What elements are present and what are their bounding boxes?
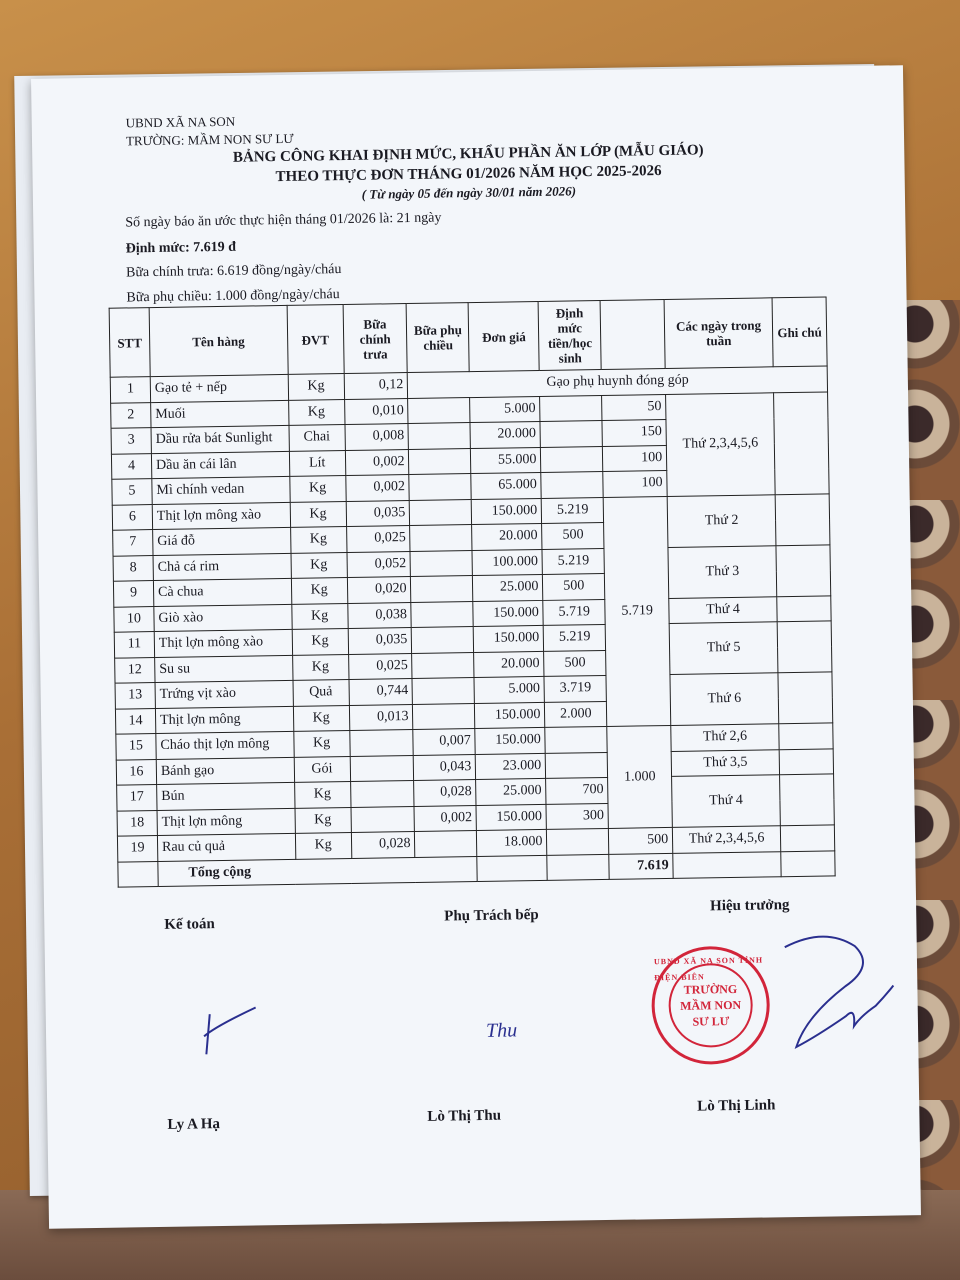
cell-price: 20.000 bbox=[474, 651, 544, 678]
cell-empty bbox=[477, 855, 547, 882]
cell-price: 18.000 bbox=[477, 829, 547, 856]
cell-name: Rau củ quả bbox=[157, 833, 295, 861]
cell-norm: 500 bbox=[544, 650, 606, 676]
cell-days-merged: Thứ 4 bbox=[672, 775, 781, 828]
kitchen-signature: Thu bbox=[485, 1019, 518, 1042]
cell-norm bbox=[540, 420, 602, 446]
cell-snack bbox=[412, 627, 474, 653]
cell-note bbox=[779, 723, 833, 749]
cell-price: 150.000 bbox=[475, 727, 545, 754]
cell-name: Bánh gạo bbox=[156, 757, 294, 785]
cell-main: 0,035 bbox=[346, 500, 410, 527]
cell-norm bbox=[541, 471, 603, 497]
cell-unit: Kg bbox=[293, 730, 349, 756]
th-stt: STT bbox=[109, 308, 150, 378]
kitchen-name: Lò Thị Thu bbox=[427, 1107, 502, 1125]
cell-snack bbox=[411, 576, 473, 602]
total-value: 7.619 bbox=[609, 853, 673, 880]
cell-unit: Kg bbox=[291, 603, 347, 629]
cell-col8: 50 bbox=[602, 394, 666, 421]
cell-main bbox=[351, 806, 415, 833]
cell-price: 25.000 bbox=[473, 574, 543, 601]
title-line-3: ( Từ ngày 05 đến ngày 30/01 năm 2026) bbox=[361, 183, 577, 202]
cell-norm bbox=[540, 395, 602, 421]
cell-stt: 7 bbox=[113, 530, 153, 556]
cell-norm: 700 bbox=[546, 777, 608, 803]
cell-price: 23.000 bbox=[476, 753, 546, 780]
menu-table bbox=[109, 296, 836, 887]
cell-stt: 10 bbox=[114, 606, 154, 632]
cell-unit: Kg bbox=[291, 578, 347, 604]
cell-note bbox=[774, 391, 830, 494]
th-note: Ghi chú bbox=[772, 297, 827, 367]
accountant-signature bbox=[176, 1005, 267, 1066]
cell-main: 0,744 bbox=[349, 679, 413, 706]
cell-norm: 5.219 bbox=[541, 497, 603, 523]
cell-main: 0,035 bbox=[348, 628, 412, 655]
cell-name: Dầu ăn cái lân bbox=[151, 451, 289, 479]
cell-main: 0,038 bbox=[347, 602, 411, 629]
cell-note bbox=[777, 621, 832, 673]
document-page bbox=[31, 65, 921, 1229]
cell-unit: Kg bbox=[295, 832, 351, 858]
accountant-name: Ly A Hạ bbox=[167, 1116, 221, 1133]
cell-snack bbox=[412, 678, 474, 704]
cell-main: 0,002 bbox=[345, 475, 409, 502]
cell-col8: 500 bbox=[609, 827, 673, 854]
cell-note bbox=[779, 748, 833, 774]
cell-norm: 500 bbox=[543, 573, 605, 599]
cell-unit: Chai bbox=[289, 425, 345, 451]
cell-norm: 500 bbox=[542, 522, 604, 548]
cell-days: Thứ 2,3,4,5,6 bbox=[673, 826, 781, 853]
cell-name: Su su bbox=[155, 655, 293, 683]
cell-name: Cháo thịt lợn mông bbox=[156, 731, 294, 759]
cell-days-merged: Thứ 2 bbox=[667, 494, 776, 547]
cell-norm: 5.719 bbox=[543, 599, 605, 625]
cell-stt: 9 bbox=[113, 581, 153, 607]
table-header-row bbox=[109, 297, 827, 377]
cell-empty bbox=[547, 854, 609, 880]
cell-unit: Lít bbox=[289, 450, 345, 476]
cell-unit: Kg bbox=[290, 527, 346, 553]
cell-unit: Gói bbox=[294, 756, 350, 782]
th-norm: Định mức tiền/học sinh bbox=[538, 301, 601, 371]
stamp-ring-text: UBND XÃ NA SON TỈNH ĐIỆN BIÊN bbox=[653, 955, 764, 983]
meta-snack: Bữa phụ chiều: 1.000 đồng/ngày/cháu bbox=[126, 287, 340, 306]
cell-days-merged: Thứ 2,3,4,5,6 bbox=[666, 392, 775, 496]
cell-stt: 5 bbox=[112, 479, 152, 505]
cell-main: 0,013 bbox=[349, 704, 413, 731]
cell-unit: Kg bbox=[294, 781, 350, 807]
cell-days-merged: Thứ 6 bbox=[670, 673, 779, 726]
cell-note bbox=[775, 493, 830, 545]
cell-price: 150.000 bbox=[476, 804, 546, 831]
cell-price: 150.000 bbox=[473, 600, 543, 627]
cell-stt: 16 bbox=[116, 759, 156, 785]
cell-days-merged: Thứ 3 bbox=[668, 545, 777, 598]
cell-unit: Kg bbox=[295, 807, 351, 833]
cell-main bbox=[350, 755, 414, 782]
cell-days: Thứ 2,6 bbox=[671, 724, 779, 751]
th-blank bbox=[600, 300, 665, 370]
th-price: Đơn giá bbox=[468, 301, 539, 371]
total-label: Tổng cộng bbox=[158, 856, 478, 887]
cell-name: Thịt lợn mông bbox=[157, 808, 295, 836]
cell-note bbox=[777, 595, 831, 621]
stamp-line-2: MẦM NON bbox=[680, 997, 742, 1013]
cell-price: 20.000 bbox=[472, 523, 542, 550]
cell-norm: 300 bbox=[546, 803, 608, 829]
cell-stt: 2 bbox=[111, 402, 151, 428]
cell-unit: Kg bbox=[290, 501, 346, 527]
principal-title: Hiệu trưởng bbox=[709, 897, 790, 915]
cell-col8-merged: 1.000 bbox=[607, 725, 673, 828]
cell-snack bbox=[408, 397, 470, 423]
cell-main: 0,008 bbox=[345, 424, 409, 451]
cell-snack: 0,028 bbox=[414, 780, 476, 806]
cell-main: 0,025 bbox=[346, 526, 410, 553]
cell-col8: 150 bbox=[602, 419, 666, 446]
header-school: TRƯỜNG: MẦM NON SƯ LƯ bbox=[125, 130, 294, 149]
cell-name: Trứng vịt xào bbox=[155, 680, 293, 708]
cell-note bbox=[776, 544, 831, 596]
principal-name: Lò Thị Linh bbox=[697, 1097, 776, 1115]
cell-snack bbox=[415, 831, 477, 857]
th-name: Tên hàng bbox=[149, 305, 288, 376]
cell-snack bbox=[408, 423, 470, 449]
cell-snack bbox=[410, 550, 472, 576]
cell-unit: Kg bbox=[293, 705, 349, 731]
cell-price: 150.000 bbox=[472, 498, 542, 525]
cell-unit: Kg bbox=[288, 399, 344, 425]
cell-unit: Kg bbox=[291, 552, 347, 578]
cell-price: 55.000 bbox=[471, 447, 541, 474]
cell-empty bbox=[781, 850, 835, 876]
cell-price: 150.000 bbox=[474, 625, 544, 652]
cell-name: Thịt lợn mông xào bbox=[152, 502, 290, 530]
cell-snack bbox=[412, 652, 474, 678]
cell-stt: 3 bbox=[111, 428, 151, 454]
cell-stt: 1 bbox=[110, 377, 150, 403]
title-line-2: THEO THỰC ĐƠN THÁNG 01/2026 NĂM HỌC 2025-2026 bbox=[275, 163, 662, 186]
cell-name: Thịt lợn mông bbox=[155, 706, 293, 734]
cell-norm bbox=[547, 828, 609, 854]
cell-main: 0,025 bbox=[348, 653, 412, 680]
cell-empty bbox=[118, 861, 158, 887]
cell-rice-note: Gạo phụ huynh đóng góp bbox=[408, 366, 828, 398]
cell-main: 0,002 bbox=[345, 449, 409, 476]
cell-main: 0,12 bbox=[344, 373, 408, 400]
cell-norm: 3.719 bbox=[544, 675, 606, 701]
stamp-line-1: TRƯỜNG bbox=[683, 981, 738, 997]
cell-norm: 2.000 bbox=[545, 701, 607, 727]
th-snack: Bữa phụ chiều bbox=[407, 303, 470, 373]
cell-price: 100.000 bbox=[472, 549, 542, 576]
th-unit: ĐVT bbox=[287, 305, 344, 375]
cell-note bbox=[780, 774, 835, 826]
cell-snack bbox=[410, 525, 472, 551]
cell-snack: 0,043 bbox=[414, 754, 476, 780]
cell-name: Giá đỗ bbox=[153, 527, 291, 555]
cell-col8: 100 bbox=[603, 470, 667, 497]
cell-norm bbox=[545, 726, 607, 752]
cell-unit: Kg bbox=[292, 629, 348, 655]
cell-empty bbox=[673, 851, 781, 878]
cell-main: 0,028 bbox=[351, 831, 415, 858]
cell-name: Muối bbox=[151, 400, 289, 428]
header-ubnd: UBND XÃ NA SON bbox=[125, 113, 236, 131]
title-line-1: BẢNG CÔNG KHAI ĐỊNH MỨC, KHẨU PHẦN ĂN LỚP (MẪU GIÁO) bbox=[232, 142, 704, 166]
cell-unit: Kg bbox=[288, 374, 344, 400]
cell-stt: 15 bbox=[116, 734, 156, 760]
cell-price: 5.000 bbox=[470, 396, 540, 423]
cell-stt: 18 bbox=[117, 810, 157, 836]
cell-unit: Kg bbox=[292, 654, 348, 680]
cell-stt: 12 bbox=[115, 657, 155, 683]
cell-main: 0,020 bbox=[347, 577, 411, 604]
cell-days-merged: Thứ 5 bbox=[669, 622, 778, 675]
cell-name: Bún bbox=[157, 782, 295, 810]
meta-days: Số ngày báo ăn ước thực hiện tháng 01/2026 là: 21 ngày bbox=[125, 210, 442, 231]
principal-signature bbox=[734, 925, 896, 1067]
th-main: Bữa chính trưa bbox=[343, 304, 408, 374]
meta-norm: Định mức: 7.619 đ bbox=[125, 239, 237, 257]
cell-snack bbox=[409, 448, 471, 474]
cell-price: 150.000 bbox=[475, 702, 545, 729]
cell-stt: 11 bbox=[114, 632, 154, 658]
cell-name: Cà chua bbox=[153, 578, 291, 606]
cell-stt: 17 bbox=[117, 785, 157, 811]
cell-name: Chả cá rim bbox=[153, 553, 291, 581]
cell-stt: 14 bbox=[115, 708, 155, 734]
cell-norm: 5.219 bbox=[543, 624, 605, 650]
cell-price: 20.000 bbox=[470, 421, 540, 448]
cell-norm bbox=[541, 446, 603, 472]
cell-stt: 4 bbox=[111, 453, 151, 479]
cell-snack bbox=[411, 601, 473, 627]
cell-snack: 0,007 bbox=[413, 729, 475, 755]
cell-name: Giò xào bbox=[154, 604, 292, 632]
cell-days: Thứ 4 bbox=[669, 596, 777, 623]
cell-stt: 6 bbox=[112, 504, 152, 530]
cell-note bbox=[780, 825, 834, 851]
kitchen-title: Phụ Trách bếp bbox=[444, 907, 539, 925]
cell-price: 5.000 bbox=[474, 676, 544, 703]
cell-name: Mì chính vedan bbox=[152, 476, 290, 504]
cell-snack: 0,002 bbox=[414, 805, 476, 831]
cell-price: 65.000 bbox=[471, 472, 541, 499]
cell-name: Gạo tẻ + nếp bbox=[150, 374, 288, 402]
cell-main: 0,010 bbox=[344, 398, 408, 425]
cell-stt: 8 bbox=[113, 555, 153, 581]
meta-main-meal: Bữa chính trưa: 6.619 đồng/ngày/cháu bbox=[125, 262, 342, 281]
cell-days: Thứ 3,5 bbox=[671, 749, 779, 776]
cell-unit: Quả bbox=[293, 680, 349, 706]
cell-snack bbox=[410, 499, 472, 525]
cell-note bbox=[778, 672, 833, 724]
cell-price: 25.000 bbox=[476, 778, 546, 805]
cell-main: 0,052 bbox=[347, 551, 411, 578]
cell-name: Thịt lợn mông xào bbox=[154, 629, 292, 657]
cell-norm bbox=[546, 752, 608, 778]
accountant-title: Kế toán bbox=[164, 916, 215, 933]
cell-snack bbox=[409, 474, 471, 500]
cell-col8: 100 bbox=[603, 445, 667, 472]
th-days: Các ngày trong tuần bbox=[664, 298, 773, 369]
cell-name: Dầu rửa bát Sunlight bbox=[151, 425, 289, 453]
cell-col8-merged: 5.719 bbox=[603, 496, 671, 726]
cell-main bbox=[349, 729, 413, 756]
cell-stt: 19 bbox=[117, 836, 157, 862]
cell-main bbox=[350, 780, 414, 807]
cell-norm: 5.219 bbox=[542, 548, 604, 574]
stamp-line-3: SƯ LƯ bbox=[692, 1014, 730, 1029]
cell-unit: Kg bbox=[289, 476, 345, 502]
cell-snack bbox=[413, 703, 475, 729]
cell-stt: 13 bbox=[115, 683, 155, 709]
